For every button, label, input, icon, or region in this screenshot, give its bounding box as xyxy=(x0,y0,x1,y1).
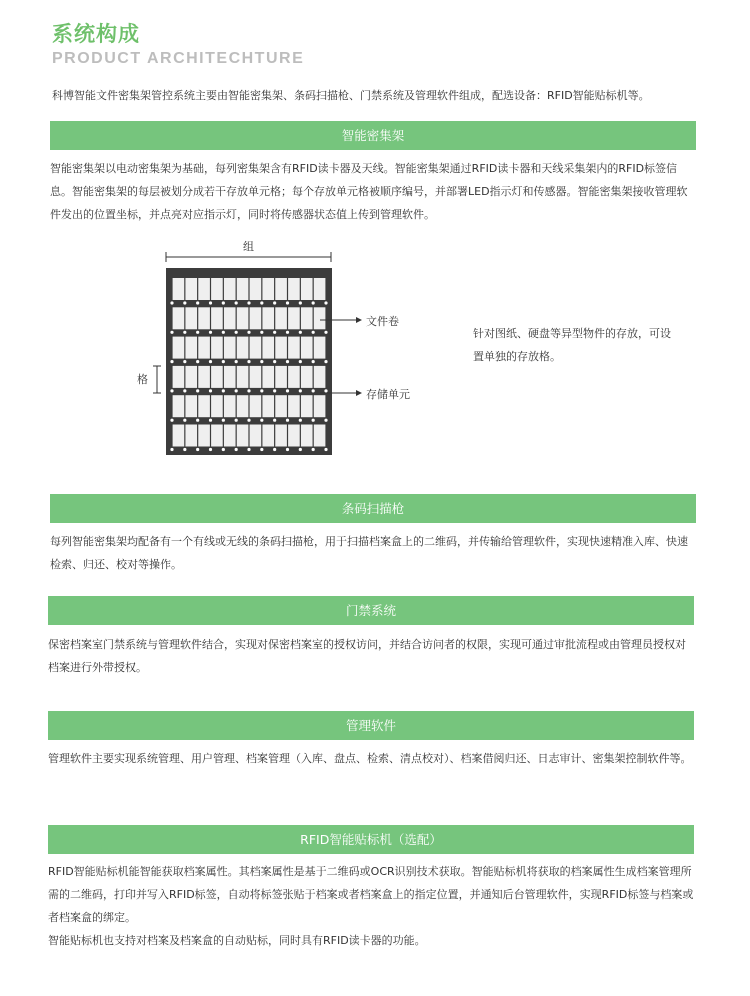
led-indicator xyxy=(196,331,199,334)
storage-cell xyxy=(224,366,236,388)
led-indicator xyxy=(209,301,212,304)
storage-cell xyxy=(288,307,300,329)
section-body-management-software xyxy=(48,747,696,770)
led-indicator xyxy=(273,389,276,392)
section-header-management-software: 管理软件 xyxy=(48,711,694,740)
storage-cell xyxy=(173,337,185,359)
led-indicator xyxy=(324,360,327,363)
led-indicator xyxy=(209,360,212,363)
storage-cell xyxy=(301,337,313,359)
led-indicator xyxy=(312,389,315,392)
led-indicator xyxy=(324,331,327,334)
storage-cell xyxy=(198,425,210,447)
storage-cell xyxy=(211,425,223,447)
storage-cell xyxy=(275,395,287,417)
storage-cell xyxy=(250,278,262,300)
led-indicator xyxy=(247,448,250,451)
storage-cell xyxy=(173,395,185,417)
storage-cell xyxy=(301,366,313,388)
led-indicator xyxy=(170,448,173,451)
led-indicator xyxy=(170,360,173,363)
led-indicator xyxy=(260,389,263,392)
storage-cell xyxy=(301,278,313,300)
led-indicator xyxy=(299,360,302,363)
storage-cell xyxy=(288,395,300,417)
storage-cell xyxy=(173,425,185,447)
paragraph: RFID智能贴标机能智能获取档案属性。其档案属性是基于二维码或OCR识别技术获取。智能贴标机将获取的档案属性生成档案管理所需的二维码，打印并写入RFID标签，自动将标签张贴于档案或者档案盒上的指定位置，并通知后台管理软件，实现RFID标签与档案或者档案盒的绑定。 xyxy=(48,865,694,924)
storage-cell xyxy=(262,366,274,388)
led-indicator xyxy=(273,448,276,451)
storage-cell xyxy=(314,395,326,417)
led-indicator xyxy=(183,419,186,422)
storage-cell xyxy=(237,307,249,329)
led-indicator xyxy=(183,301,186,304)
led-indicator xyxy=(286,331,289,334)
storage-cell xyxy=(275,425,287,447)
led-indicator xyxy=(273,331,276,334)
storage-cell xyxy=(211,395,223,417)
storage-cell xyxy=(288,366,300,388)
led-indicator xyxy=(222,448,225,451)
section-body-barcode-scanner xyxy=(50,530,698,576)
led-indicator xyxy=(324,419,327,422)
storage-cell xyxy=(185,307,197,329)
storage-cell xyxy=(211,366,223,388)
unit-label: 存储单元 xyxy=(366,388,410,401)
storage-cell xyxy=(237,337,249,359)
led-indicator xyxy=(196,389,199,392)
led-indicator xyxy=(222,360,225,363)
storage-cell xyxy=(185,366,197,388)
storage-cell xyxy=(224,307,236,329)
storage-cell xyxy=(262,337,274,359)
storage-cell xyxy=(250,307,262,329)
section-body-rfid-labeler xyxy=(48,860,696,952)
led-indicator xyxy=(247,419,250,422)
led-indicator xyxy=(299,419,302,422)
file-arrow-head xyxy=(356,317,362,323)
led-indicator xyxy=(247,331,250,334)
storage-cell xyxy=(314,366,326,388)
led-indicator xyxy=(273,301,276,304)
led-indicator xyxy=(170,301,173,304)
storage-cell xyxy=(198,337,210,359)
led-indicator xyxy=(324,389,327,392)
storage-cell xyxy=(301,307,313,329)
storage-cell xyxy=(173,366,185,388)
led-indicator xyxy=(286,301,289,304)
storage-cell xyxy=(185,337,197,359)
led-indicator xyxy=(260,331,263,334)
storage-cell xyxy=(173,307,185,329)
led-indicator xyxy=(196,301,199,304)
led-indicator xyxy=(235,301,238,304)
led-indicator xyxy=(235,448,238,451)
led-indicator xyxy=(260,448,263,451)
file-label: 文件卷 xyxy=(366,315,399,328)
storage-cell xyxy=(211,278,223,300)
led-indicator xyxy=(209,448,212,451)
led-indicator xyxy=(312,419,315,422)
led-indicator xyxy=(247,389,250,392)
led-indicator xyxy=(260,360,263,363)
section-header-rfid-labeler: RFID智能贴标机（选配） xyxy=(48,825,694,854)
led-indicator xyxy=(312,448,315,451)
storage-cell xyxy=(288,278,300,300)
led-indicator xyxy=(222,301,225,304)
led-indicator xyxy=(235,331,238,334)
led-indicator xyxy=(235,389,238,392)
led-indicator xyxy=(209,389,212,392)
led-indicator xyxy=(286,389,289,392)
section-body-access-control xyxy=(48,633,696,679)
led-indicator xyxy=(183,331,186,334)
storage-cell xyxy=(224,425,236,447)
group-label: 组 xyxy=(243,240,254,253)
led-indicator xyxy=(273,419,276,422)
storage-cell xyxy=(211,337,223,359)
led-indicator xyxy=(222,389,225,392)
led-indicator xyxy=(286,419,289,422)
storage-cell xyxy=(198,278,210,300)
page-subtitle: PRODUCT ARCHITECHTURE xyxy=(52,50,305,67)
paragraph: 智能贴标机也支持对档案及档案盒的自动贴标，同时具有RFID读卡器的功能。 xyxy=(48,934,426,947)
paragraph: 每列智能密集架均配备有一个有线或无线的条码扫描枪，用于扫描档案盒上的二维码，并传输给管理软件，实现快速精准入库、快速检索、归还、校对等操作。 xyxy=(50,535,688,571)
storage-cell xyxy=(224,278,236,300)
led-indicator xyxy=(299,331,302,334)
storage-cell xyxy=(275,278,287,300)
storage-cell xyxy=(250,395,262,417)
led-indicator xyxy=(312,331,315,334)
section-header-smart-shelf: 智能密集架 xyxy=(50,121,696,150)
led-indicator xyxy=(273,360,276,363)
storage-cell xyxy=(185,278,197,300)
led-indicator xyxy=(209,419,212,422)
storage-cell xyxy=(198,395,210,417)
led-indicator xyxy=(222,331,225,334)
storage-cell xyxy=(288,425,300,447)
led-indicator xyxy=(170,331,173,334)
storage-cell xyxy=(237,366,249,388)
shelf-rows xyxy=(170,278,327,451)
diagram-note: 针对图纸、硬盘等异型物件的存放，可设置单独的存放格。 xyxy=(473,327,671,363)
paragraph: 管理软件主要实现系统管理、用户管理、档案管理（入库、盘点、检索、清点校对）、档案借阅归还、日志审计、密集架控制软件等。 xyxy=(48,752,692,765)
led-indicator xyxy=(286,448,289,451)
unit-arrow-head xyxy=(356,390,362,396)
led-indicator xyxy=(170,389,173,392)
storage-cell xyxy=(173,278,185,300)
storage-cell xyxy=(314,307,326,329)
section-header-barcode-scanner: 条码扫描枪 xyxy=(50,494,696,523)
section-body-smart-shelf xyxy=(50,157,698,226)
storage-cell xyxy=(237,425,249,447)
storage-cell xyxy=(275,337,287,359)
led-indicator xyxy=(235,419,238,422)
shelf-frame xyxy=(166,268,332,455)
storage-cell xyxy=(262,278,274,300)
storage-cell xyxy=(224,337,236,359)
led-indicator xyxy=(183,360,186,363)
led-indicator xyxy=(196,419,199,422)
led-indicator xyxy=(312,301,315,304)
led-indicator xyxy=(235,360,238,363)
storage-cell xyxy=(250,425,262,447)
led-indicator xyxy=(247,360,250,363)
led-indicator xyxy=(247,301,250,304)
storage-cell xyxy=(262,307,274,329)
paragraph: 保密档案室门禁系统与管理软件结合，实现对保密档案室的授权访问，并结合访问者的权限，实现可通过审批流程或由管理员授权对档案进行外带授权。 xyxy=(48,638,686,674)
storage-cell xyxy=(262,395,274,417)
led-indicator xyxy=(299,301,302,304)
storage-cell xyxy=(250,366,262,388)
page-title: 系统构成 xyxy=(52,22,140,46)
led-indicator xyxy=(299,389,302,392)
led-indicator xyxy=(324,448,327,451)
led-indicator xyxy=(222,419,225,422)
led-indicator xyxy=(260,419,263,422)
storage-cell xyxy=(237,278,249,300)
intro-text: 科博智能文件密集架管控系统主要由智能密集架、条码扫描枪、门禁系统及管理软件组成，配选设备：RFID智能贴标机等。 xyxy=(52,89,650,102)
row-label: 格 xyxy=(137,373,148,386)
storage-cell xyxy=(301,425,313,447)
led-indicator xyxy=(312,360,315,363)
storage-cell xyxy=(314,337,326,359)
storage-cell xyxy=(301,395,313,417)
storage-cell xyxy=(275,307,287,329)
storage-cell xyxy=(262,425,274,447)
section-header-access-control: 门禁系统 xyxy=(48,596,694,625)
led-indicator xyxy=(196,448,199,451)
storage-cell xyxy=(185,395,197,417)
paragraph: 智能密集架以电动密集架为基础，每列密集架含有RFID读卡器及天线。智能密集架通过RFID读卡器和天线采集架内的RFID标签信息。智能密集架的每层被划分成若干存放单元格；每个存放单元格被顺序编号，并部署LED指示灯和传感器。智能密集架接收管理软件发出的位置坐标，并点亮对应指示灯，同时将传感器状态值上传到管理软件。 xyxy=(50,162,688,221)
storage-cell xyxy=(288,337,300,359)
storage-cell xyxy=(250,337,262,359)
storage-cell xyxy=(211,307,223,329)
led-indicator xyxy=(324,301,327,304)
led-indicator xyxy=(183,389,186,392)
led-indicator xyxy=(299,448,302,451)
led-indicator xyxy=(183,448,186,451)
led-indicator xyxy=(209,331,212,334)
storage-cell xyxy=(198,366,210,388)
led-indicator xyxy=(196,360,199,363)
storage-cell xyxy=(237,395,249,417)
storage-cell xyxy=(185,425,197,447)
storage-cell xyxy=(314,425,326,447)
led-indicator xyxy=(260,301,263,304)
led-indicator xyxy=(286,360,289,363)
storage-cell xyxy=(275,366,287,388)
storage-cell xyxy=(198,307,210,329)
storage-cell xyxy=(224,395,236,417)
storage-cell xyxy=(314,278,326,300)
led-indicator xyxy=(170,419,173,422)
